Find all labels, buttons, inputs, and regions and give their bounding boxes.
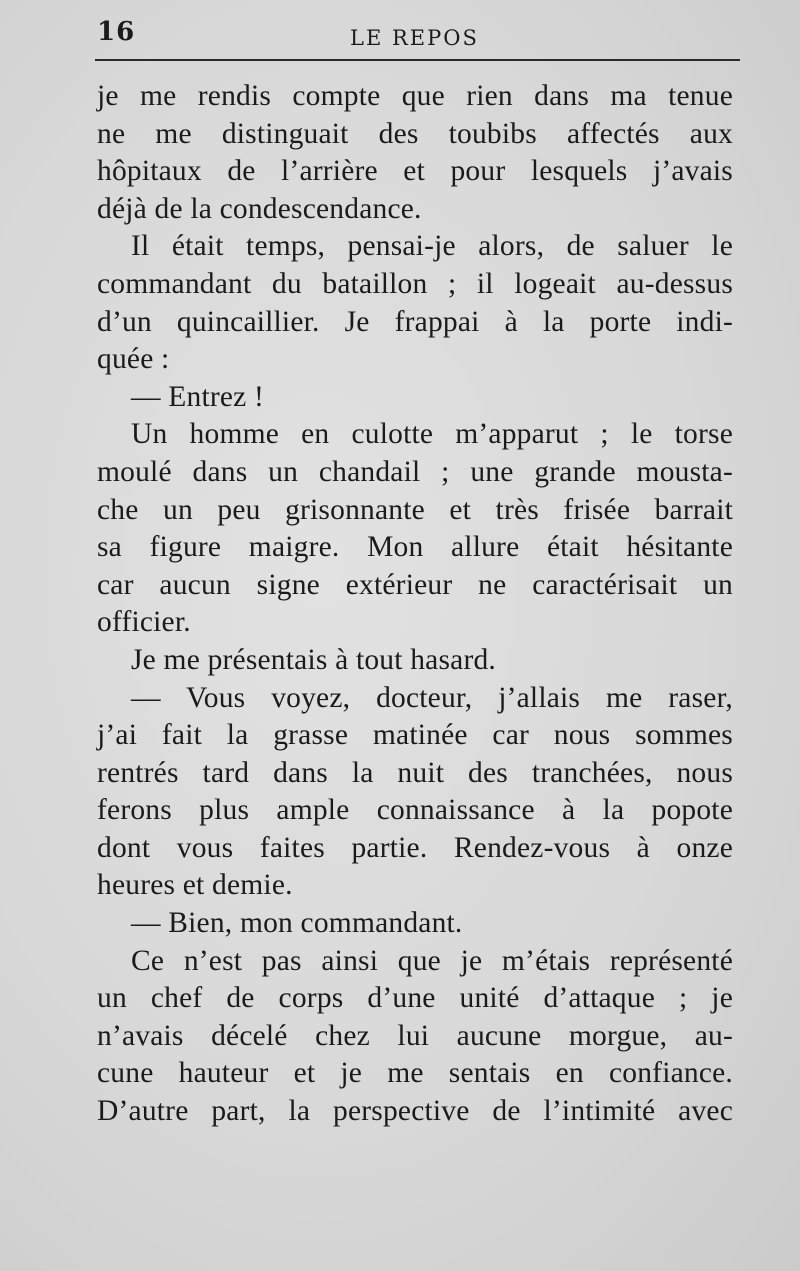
text-line: je me rendis compte que rien dans ma tenue	[97, 80, 733, 112]
running-head: LE REPOS	[350, 26, 479, 50]
text-line: déjà de la condescendance.	[97, 192, 422, 225]
text-line: d’un quincaillier. Je frappai à la porte indi-	[97, 305, 733, 338]
text-line: — Entrez !	[131, 380, 265, 413]
text-line: n’avais décelé chez lui aucune morgue, au-	[97, 1019, 733, 1052]
text-line: D’autre part, la perspective de l’intimité avec	[97, 1095, 733, 1128]
text-line: j’ai fait la grasse matinée car nous sommes	[97, 719, 733, 752]
page-number: 16	[97, 17, 136, 47]
body-text	[97, 78, 733, 1131]
text-line: cune hauteur et je me sentais en confiance.	[97, 1057, 733, 1090]
text-line: car aucun signe extérieur ne caractérisait un	[97, 568, 733, 601]
text-line: hôpitaux de l’arrière et pour lesquels j’avais	[97, 155, 733, 188]
text-line: sa figure maigre. Mon allure était hésitante	[97, 531, 733, 564]
text-line: Ce n’est pas ainsi que je m’étais représenté	[131, 944, 733, 977]
text-line: commandant du bataillon ; il logeait au-dessus	[97, 267, 733, 300]
text-line: quée :	[97, 343, 170, 376]
text-line: — Vous voyez, docteur, j’allais me raser,	[131, 681, 733, 714]
text-line: ne me distinguait des toubibs affectés aux	[97, 117, 733, 150]
text-line: — Bien, mon commandant.	[131, 907, 463, 940]
text-line: Je me présentais à tout hasard.	[131, 643, 496, 676]
text-line: rentrés tard dans la nuit des tranchées, nous	[97, 756, 733, 789]
text-line: Il était temps, pensai-je alors, de saluer le	[131, 230, 733, 263]
text-line: moulé dans un chandail ; une grande mousta-	[97, 455, 733, 488]
text-line: che un peu grisonnante et très frisée barrait	[97, 493, 733, 526]
text-line: heures et demie.	[97, 869, 293, 902]
text-line: un chef de corps d’une unité d’attaque ; je	[97, 982, 733, 1015]
text-line: ferons plus ample connaissance à la popote	[97, 794, 733, 827]
text-line: officier.	[97, 606, 191, 639]
text-line: Un homme en culotte m’apparut ; le torse	[131, 418, 733, 451]
header-rule	[95, 59, 740, 61]
text-line: dont vous faites partie. Rendez-vous à onze	[97, 831, 733, 864]
